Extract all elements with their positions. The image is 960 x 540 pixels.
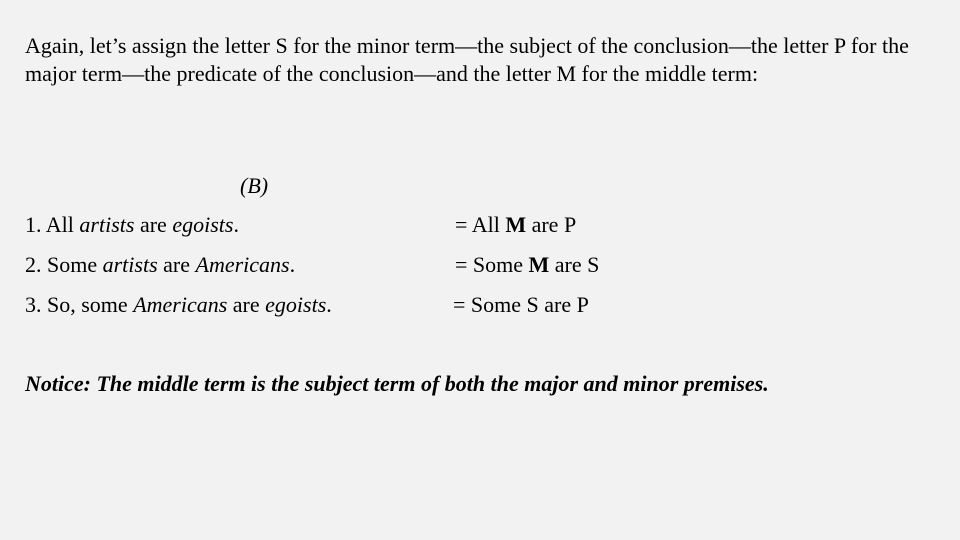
premise-2-form-quantifier: = Some <box>455 252 524 277</box>
premise-1-form-copula: are <box>531 212 559 237</box>
premise-1-period: . <box>233 212 239 237</box>
premise-2-subject: artists <box>102 252 158 277</box>
premise-2-copula: are <box>163 252 191 277</box>
premise-1-quantifier: All <box>45 212 74 237</box>
conclusion-form-term2: P <box>576 292 589 317</box>
premise-2-period: . <box>289 252 296 277</box>
premise-1-copula: are <box>139 212 167 237</box>
conclusion-form-quantifier: = Some <box>453 292 522 317</box>
premise-2-form-term1: M <box>528 252 550 277</box>
conclusion-predicate: egoists <box>265 292 327 317</box>
conclusion-form-term1: S <box>526 292 539 317</box>
premise-1-subject: artists <box>79 212 135 237</box>
premise-2-quantifier: Some <box>47 252 98 277</box>
conclusion-form-copula: are <box>544 292 572 317</box>
premise-1-statement <box>25 211 239 239</box>
premise-1-form-term1: M <box>505 212 527 237</box>
premise-2-number: 2. <box>25 252 42 277</box>
premise-2-statement <box>25 251 295 279</box>
conclusion-copula: are <box>232 292 260 317</box>
premise-2-predicate: Americans <box>195 252 290 277</box>
conclusion-subject: Americans <box>133 292 228 317</box>
premise-2-form-copula: are <box>554 252 582 277</box>
conclusion-period: . <box>326 292 332 317</box>
premise-1-form <box>455 211 576 239</box>
premise-2-form <box>455 251 599 279</box>
premise-1-predicate: egoists <box>172 212 234 237</box>
conclusion-statement <box>25 291 332 319</box>
premise-1-number: 1. <box>25 212 42 237</box>
argument-label: (B) <box>240 173 269 198</box>
notice-text: Notice: The middle term is the subject term of both the major and minor premises. <box>25 371 769 396</box>
premise-1-form-quantifier: = All <box>455 212 500 237</box>
premise-2-form-term2: S <box>587 252 600 277</box>
premise-1-form-term2: P <box>563 212 577 237</box>
conclusion-quantifier: So, some <box>47 292 128 317</box>
intro-paragraph: Again, let’s assign the letter S for the minor term—the subject of the conclusion—the letter P for the major term—the predicate of the conclusion—and the letter M for the middle term: <box>25 33 909 86</box>
conclusion-form <box>453 291 589 319</box>
conclusion-number: 3. <box>25 292 42 317</box>
